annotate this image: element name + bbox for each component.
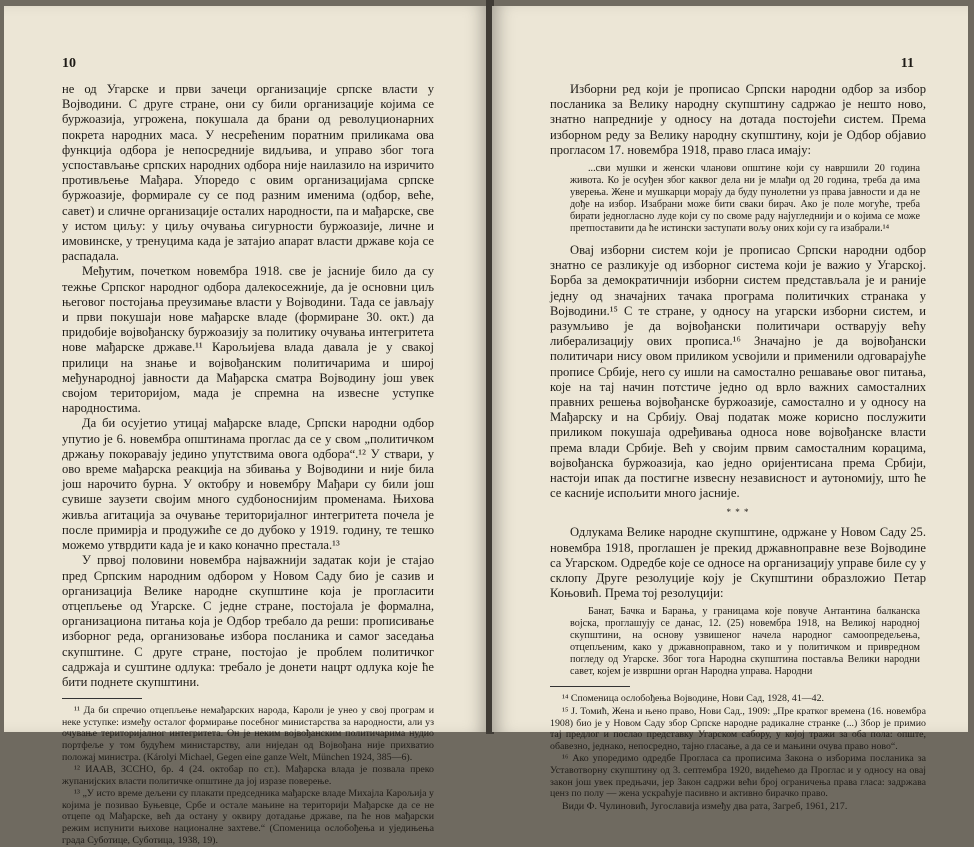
footnote-divider xyxy=(62,698,142,699)
body-paragraph: не од Угарске и први зачеци организације српске власти у Војводини. С друге стране, они су били организације којима се буржоазија, угрожена, покушала да брани од револуционарних покрета народних маса. У несрећеним поратним приликама ова функција одбора је непосредније видљива, и управо због тога успостављање српских народних одбора није наилазило на изричито противљење Мађара. Упоредо с овим организацијама српске буржоазије, формирале су се под разним именима (одбор, веће, савет) и сличне организације осталих народности, па и мађарске, све у истом циљу: у циљу очувања сигурности буржоазије, личне и имовинске, у тренуцима када је затајио апарат власти државе која се распадала. xyxy=(62,82,434,264)
footnotes-left xyxy=(62,705,434,846)
footnotes-right xyxy=(550,693,926,812)
footnote: ¹² ИААВ, ЗССНО, бр. 4 (24. октобар по ст.). Мађарска влада је позвала преко жупанијских власти политичке општине да јој изразе поверење. xyxy=(62,764,434,787)
left-text-column xyxy=(62,82,434,847)
footnote: ¹³ „У исто време дељени су плакати председника мађарске владе Михајла Карољија у којима је позивао Буњевце, Србе и остале мањине на територији Мађарске да се не отцепе од Мађарске, већ да остану у оквиру дотадање државе, па ће нов мађарски режим испунити њихове националне захтеве.“ (Споменица ослобођења и уједињења града Суботице, Суботица, 1938, 19). xyxy=(62,788,434,846)
footnote: ¹⁶ Ако упоредимо одредбе Прогласа са прописима Закона о изборима посланика за Уставотворну скупштину од 3. септембра 1920, видећемо да Проглас и у односу на овај закон још увек предњачи, јер Закон садржи већи број ограничења права гласа: задржава ценз по полу — жена ускраћује пасивно и активно бирачко право. xyxy=(550,753,926,800)
body-paragraph: Одлукама Велике народне скупштине, одржане у Новом Саду 25. новембра 1918, проглашен је прекид државноправне везе Војводине са Угарском. Одредбе које се односе на организацију управе биле су у склопу Друге резолуције коју је Скупштини образложио Петар Коњовић. Према тој резолуцији: xyxy=(550,525,927,601)
block-quote: Банат, Бачка и Барања, у границама које повуче Антантина балканска војска, проглашују се данас, 12. (25) новембра 1918, на Великој народној скупштини, на основу узвишеног начела народног самоопредељења, отцепљеним, како у државноправном, тако и у политичком и привредном погледу од Угарске. Због тога Народна скупштина поставља Велики народни савет, којем је извршни орган Народна управа. Народни xyxy=(570,606,920,678)
body-paragraph: Да би осујетио утицај мађарске владе, Српски народни одбор упутио је 6. новембра општинама проглас да се у свом „политичком држању покоравају једино упутствима овога одбора“.¹² У ствари, у ово време мађарска реакција на збивања у Војводини и није била још нарочито бурна. У октобру и новембру Мађари су били још сувише заузети својим много судбоноснијим променама. Њихова живља агитација за очување територијалног интегритета почела је после примирја и продужиће се до дубоко у 1919. годину, те тешко можемо утврдити када је и како коначно престала.¹³ xyxy=(62,416,434,553)
left-page xyxy=(4,6,488,846)
body-paragraph: Међутим, почетком новембра 1918. све је јасније било да су тежње Српског народног одбора далекосежније, да је основни циљ његовог постојања преузимање власти у Војводини. Тада се јављају и први покушаји нове мађарске владе (формиране 30. окт.) да придобије војвођанску буржоазију за политику очувања интегритета нове мађарске државе.¹¹ Карољијева влада давала је у свакој прилици на знање и војвођанским политичарима и широј међународној јавности да Мађарска сматра Војводину још увек својом територијом, мада је спремна на извесне уступке народностима. xyxy=(62,264,434,416)
footnote: Види Ф. Чулиновић, Југославија између два рата, Загреб, 1961, 217. xyxy=(562,800,848,812)
right-page xyxy=(492,6,968,812)
body-paragraph: Овај изборни систем који је прописао Српски народни одбор знатно се разликује од изборног система који је важио у Угарској. Борба за демократичнији изборни систем представљала је и раније једну од значајних тачака програма политичких странака у Војводини.¹⁵ С те стране, у односу на угарски изборни систем, и разумљиво је да војвођански политичари остварују већу либерализацију ових прописа.¹⁶ Значајно је да војвођански политичари нису овом приликом усвојили и применили одговарајуће прописе Србије, него су ишли на самостално решавање овог питања, које на тај начин потстиче једно од врло важних самосталних правних решења војвођанске буржоазије, самостално и у односу на Мађарску и на Србију. Овај податак може корисно послужити приликом покушаја одређивања односа нове војвођанске власти према влади Србије. Већ у својим првим самосталним корацима, војвођанска буржоазија, као једно оријентисана према Србији, настоји ипак да постигне извесну независност и аутономију, што ће се касније испољити много јасније. xyxy=(550,243,926,501)
body-paragraph: У првој половини новембра најважнији задатак који је стајао пред Српским народним одбором у Новом Саду био је сазив и организација Велике народне скупштине која је прогласити отцепљење од Угарске. С једне стране, постојала је формална, организациона питања која је Одбор требало да реши: прописивање изборног реда, организовање избора посланика и самог заседања скупштине. С друге стране, постојао је проблем политичког садржаја и суштине одлука: требало је донети нацрт одлука које ће бити поднете скупштини. xyxy=(62,553,434,689)
footnote-divider xyxy=(550,686,630,687)
footnote: ¹¹ Да би спречио отцепљење немађарских народа, Кароли је унео у свој програм и неке уступке: између осталог формирање посебног министарства за народности, али уз очување територијалног интегритета. Он је неким војвођанским политичарима нудио портфеље у том будућем министарству, али ниједан од Војвођана није прихватио положај министра. (Károlyi Michael, Gegen eine ganze Welt, München 1924, 385—6). xyxy=(62,705,434,763)
page-number-right: 11 xyxy=(900,56,914,71)
body-paragraph: Изборни ред који је прописао Српски народни одбор за избор посланика за Велику народну скупштину садржао је нешто ново, знатно напредније у односу на дотада постојећи систем. Према изборном реду за Велику народну скупштину, који је Одбор објавио прогласом 17. новембра 1918, право гласа имају: xyxy=(550,82,926,157)
footnote: ¹⁴ Споменица ослобођења Војводине, Нови Сад, 1928, 41—42. xyxy=(562,693,824,705)
right-text-column xyxy=(550,82,926,813)
footnote: ¹⁵ J. Томић, Жена и њено право, Нови Сад., 1909: „Пре кратког времена (16. новембра 1908) био је у Новом Саду збор Српске народне радикалне странке (...) Збор је примио тај предлог и послао представку Угарском сабору, у којој тражи за оба пола: опште, обавезно, једнако, непосредно, тајно гласање, а да се и мањини очува право ново“. xyxy=(550,706,926,752)
block-quote: ...сви мушки и женски чланови општине који су навршили 20 година живота. Ко је осуђен због каквог дела ни је млађи од 20 година, треба да има уверења. Жене и мушкарци морају да буду пунолетни уз права јавности и да не дође на избор. Изабрани може бити сваки бирач. Ако је поле могуће, треба бирати једногласно луде који су по своме раду најугледнији и о којима се може претпоставити да ће истински заступати вољу оних који су га изабрали.¹⁴ xyxy=(570,163,920,235)
page-number-left: 10 xyxy=(62,56,76,71)
section-break-stars: * * * xyxy=(726,507,750,518)
